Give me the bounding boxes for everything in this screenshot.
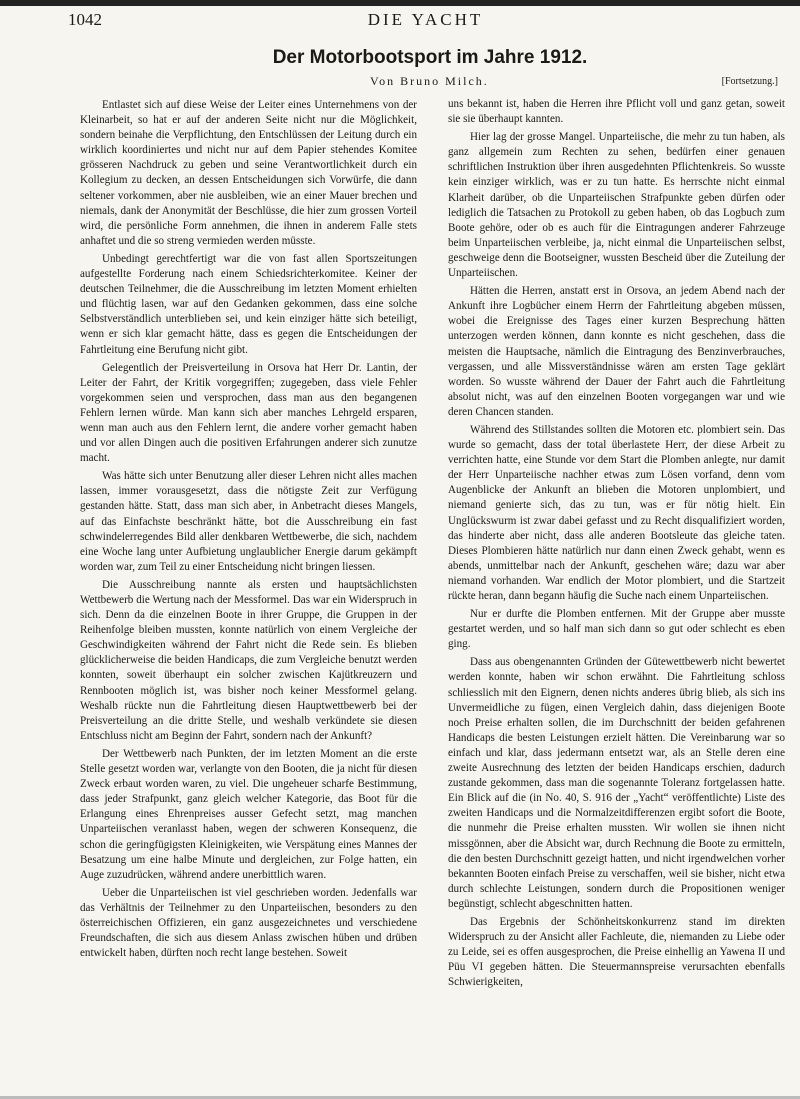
- paragraph: uns bekannt ist, haben die Herren ihre Pflicht voll und ganz getan, soweit sie sie überhaupt kannten.: [448, 98, 785, 126]
- paragraph: Entlastet sich auf diese Weise der Leiter eines Unternehmens von der Kleinarbeit, so hat er auf der anderen Seite nicht nur die Möglichkeit, sondern beinahe die Verpflichtung, den Entschlüssen der Leitung durch ein wirklich koordiniertes und nicht nur auf dem Papier stehendes Komitee grösseren Nachdruck zu geben und seine Verantwortlichkeit durch ein Kollegium zu decken, an dessen Entscheidungen sich Vorwürfe, die dann seltener vorkommen, aber nie ausbleiben, wie an einer Mauer brechen und niemals, dank der Anonymität der Beschlüsse, die hier zum grossen Vorteil wird, die persönliche Form annehmen, die ihnen in anderem Falle stets anhaftet und die so streng vermieden werden müsste.: [80, 99, 417, 247]
- article-title: Der Motorbootsport im Jahre 1912.: [272, 47, 588, 68]
- right-column: [448, 97, 785, 993]
- paragraph: Ueber die Unparteiischen ist viel geschrieben worden. Jedenfalls war das Verhältnis der Teilnehmer zu den Unparteiischen, besonders zu den österreichischen Offizieren, ein ganz ausgezeichnetes und verschiedene Freundschaften, die sich aus diesem Anlass zwischen hüben und drüben entwickelt haben, dürften noch recht lange bestehen. Soweit: [80, 886, 417, 960]
- running-header: [68, 10, 783, 32]
- paragraph: Nur er durfte die Plomben entfernen. Mit der Gruppe aber musste gestartet werden, und so half man sich dann so gut oder schlecht es eben ging.: [448, 608, 785, 651]
- paragraph: Was hätte sich unter Benutzung aller dieser Lehren nicht alles machen lassen, immer vorausgesetzt, dass die nötigste Zeit zur Verfügung gestanden hätte. Statt, dass man sich aber, in Anbetracht dieses Mangels, auf das Einfachste beschränkt hätte, bot die Ausschreibung ein fast schwindelerregendes Bild aller denkbaren Wettbewerbe, die sich, nachdem eine Woche lang unter Aufbietung unglaublicher Energie darum gekämpft worden war, zum Teil zu einer Entscheidung nicht bringen liessen.: [80, 470, 417, 573]
- paragraph: Unbedingt gerechtfertigt war die von fast allen Sportszeitungen aufgestellte Forderung nach einem Schiedsrichterkomitee. Keiner der deutschen Teilnehmer, die die Ausschreibung im letzten Moment erhielten und flüchtig lasen, war auf den Gedanken gekommen, dass eine solche Selbstverständlich unterblieben sei, und kein einziger hätte sich beteiligt, wenn er sich klar gemacht hätte, dass es gegen die Entscheidungen der Fahrtleitung eine Berufung nicht gibt.: [80, 252, 417, 356]
- paragraph: Dass aus obengenannten Gründen der Gütewettbewerb nicht bewertet werden konnte, haben wir schon erwähnt. Die Fahrtleitung schloss schliesslich mit den Eignern, denen nichts anderes übrig blieb, als sich ins Unvermeidliche zu fügen, einen Vergleich dahin, dass diejenigen Boote noch Preise erhalten sollen, die im Durchschnitt der beiden gefahrenen Handicaps die besten Leistungen erzielt hätten. Die Vereinbarung war so einfach und klar, dass jedermann entsetzt war, als an Stelle deren eine zweite Ausrechnung des letzten der beiden Handicaps erschien, dadurch zustande gekommen, dass man die sogenannte Toleranz fortgelassen hatte. Ein Blick auf die (in No. 40, S. 916 der „Yacht“ veröffentlichte) Liste des zweiten Handicaps und die Normalzeitdifferenzen ergibt sofort die Boote, die nunmehr die Preise erhalten mussten. Wir wollen sie ihnen nicht missgönnen, aber die Absicht war, durch Rechnung die Boote zu ermitteln, die den besten Durchschnitt gezeigt hatten, und nicht irgendwelchen vorher bekannten Booten einfach Preise zu verschaffen, weil sie bisher, nicht etwa durch schlechte Leistungen, sondern durch die Propositionen weniger begünstigt, schlecht abgeschnitten hatten.: [448, 656, 785, 910]
- article-author: Von Bruno Milch.: [370, 74, 489, 88]
- paragraph: Gelegentlich der Preisverteilung in Orsova hat Herr Dr. Lantin, der Leiter der Fahrt, der Kritik vorgegriffen; zugegeben, dass viele Fehler vorgekommen seien und versprochen, dass man aus den begangenen Fehlern lernen würde. Man kann sich aber manches Lehrgeld ersparen, wenn man auch aus den Fehlern lernt, die andere vorher gemacht haben und vor allen Dingen auch die positiven Erfahrungen anderer sich zunutze macht.: [80, 361, 417, 465]
- paragraph: Hier lag der grosse Mangel. Unparteiische, die mehr zu tun haben, als ganz allgemein zum Rechten zu sehen, bedürfen einer genauen schriftlichen Instruktion über ihren ausgedehnten Pflichtenkreis. So wusste kein einziger wirklich, was er zu tun hatte. Es herrschte nicht einmal Klarheit darüber, ob die Unparteiischen Strafpunkte geben dürfen oder lediglich die Tatsachen zu Protokoll zu geben haben, ob das Logbuch zum Boote gehöre, oder ob es auch für die Eintragungen anderer Fahrzeuge beim Unparteiischen verbleibe, ja, nicht einmal die Unparteiischen selbst, geschweige denn die Bootseigner, wussten Bescheid über die Zuteilung der Unparteiischen.: [448, 131, 785, 280]
- paragraph: Der Wettbewerb nach Punkten, der im letzten Moment an die erste Stelle gesetzt worden war, verlangte von den Booten, die ja nicht für diesen Zweck erbaut worden waren, zu viel. Die ungeheuer scharfe Bestimmung, dass jeder Strafpunkt, ganz gleich welcher Kategorie, das Boot für die Erlangung eines Ehrenpreises ausser Gefecht setzt, mag manchen Unparteiischen veranlasst haben, wegen der schweren Konsequenz, die schon die geringfügigsten Kleinigkeiten, wie Verspätung eines Mannes der Besatzung um eine halbe Minute und dergleichen, zur Folge hatten, ein Auge zuzudrücken, während andere unerbittlich waren.: [80, 747, 417, 881]
- left-column: [80, 98, 417, 964]
- paragraph: Die Ausschreibung nannte als ersten und hauptsächlichsten Wettbewerb die Wertung nach der Messformel. Das war ein Widerspruch in sich. Denn da die einzelnen Boote in ihrer Gruppe, die Gruppen in der Reihenfolge bleiben mussten, konnte natürlich von einem Vergleiche der Geschwindigkeiten während der Fahrt nicht die Rede sein. Es blieben glücklicherweise die beiden Handicaps, die zum Vergleiche benutzt werden konnten, soweit überhaupt ein solcher zwischen Kajütkreuzern und Rennbooten möglich ist, was bisher noch keiner Messformel gelang. Weshalb rückte nun die Fahrtleitung diesen Hauptwettbewerb bei der Preisverteilung an die dritte Stelle, und weshalb verkündete sie diesen Entschluss nicht am Beginn der Fahrt, sondern nach der Ankunft?: [80, 578, 417, 742]
- page-number: 1042: [68, 10, 102, 29]
- continuation-note: [Fortsetzung.]: [721, 76, 778, 87]
- journal-title: DIE YACHT: [367, 10, 484, 29]
- paragraph: Das Ergebnis der Schönheitskonkurrenz stand im direkten Widerspruch zu der Ansicht aller Fachleute, die, niemanden zu Liebe oder zu Leide, sei es offen ausgesprochen, die Preise einhellig an Yawena II und Püu VI gegeben hätten. Die Steuermannspreise verursachten ebenfalls Schwierigkeiten,: [448, 915, 785, 989]
- paragraph: Während des Stillstandes sollten die Motoren etc. plombiert sein. Das wurde so gemacht, dass der total überlastete Herr, der diese Arbeit zu verrichten hatte, eine Stunde vor dem Start die Plomben anlegte, nur damit der Herr Unparteiische nachher etwas zum Lösen vorfand, denn vom Augenblicke der Ankunft an blieben die Motoren unplombiert, und niemand genierte sich, das zu tun, was er für nötig hielt. Ein Unglückswurm ist zwar dabei gefasst und zu Recht disqualifiziert worden, das hinderte aber nicht, dass alle anderen Bootsleute das gleiche taten. Dieses Plombieren hätte natürlich nur dann einen Zweck gehabt, wenn es abends, unmittelbar nach der Ankunft, geschehen wäre; dazu war aber niemand vorhanden. War endlich der Motor plombiert, und die Startzeit rückte heran, dann begann häufig die Suche nach einem Unparteiischen.: [448, 423, 785, 602]
- top-border: [0, 0, 800, 6]
- paragraph: Hätten die Herren, anstatt erst in Orsova, an jedem Abend nach der Ankunft ihre Logbücher einem Herrn der Fahrtleitung abgeben müssen, wobei die Ereignisse des Tages einer kurzen Besprechung hätten unterzogen werden können, dann konnte es nicht geschehen, dass die meisten die Hauptsache, nämlich die Eintragung des Benzinverbrauches, vergassen, und alle Missverständnisse wären am ersten Tage geklärt worden. So wusste während der Dauer der Fahrt auch die Fahrtleitung absolut nicht, was auf den einzelnen Booten vorgegangen war und wie deren Chancen standen.: [448, 285, 785, 418]
